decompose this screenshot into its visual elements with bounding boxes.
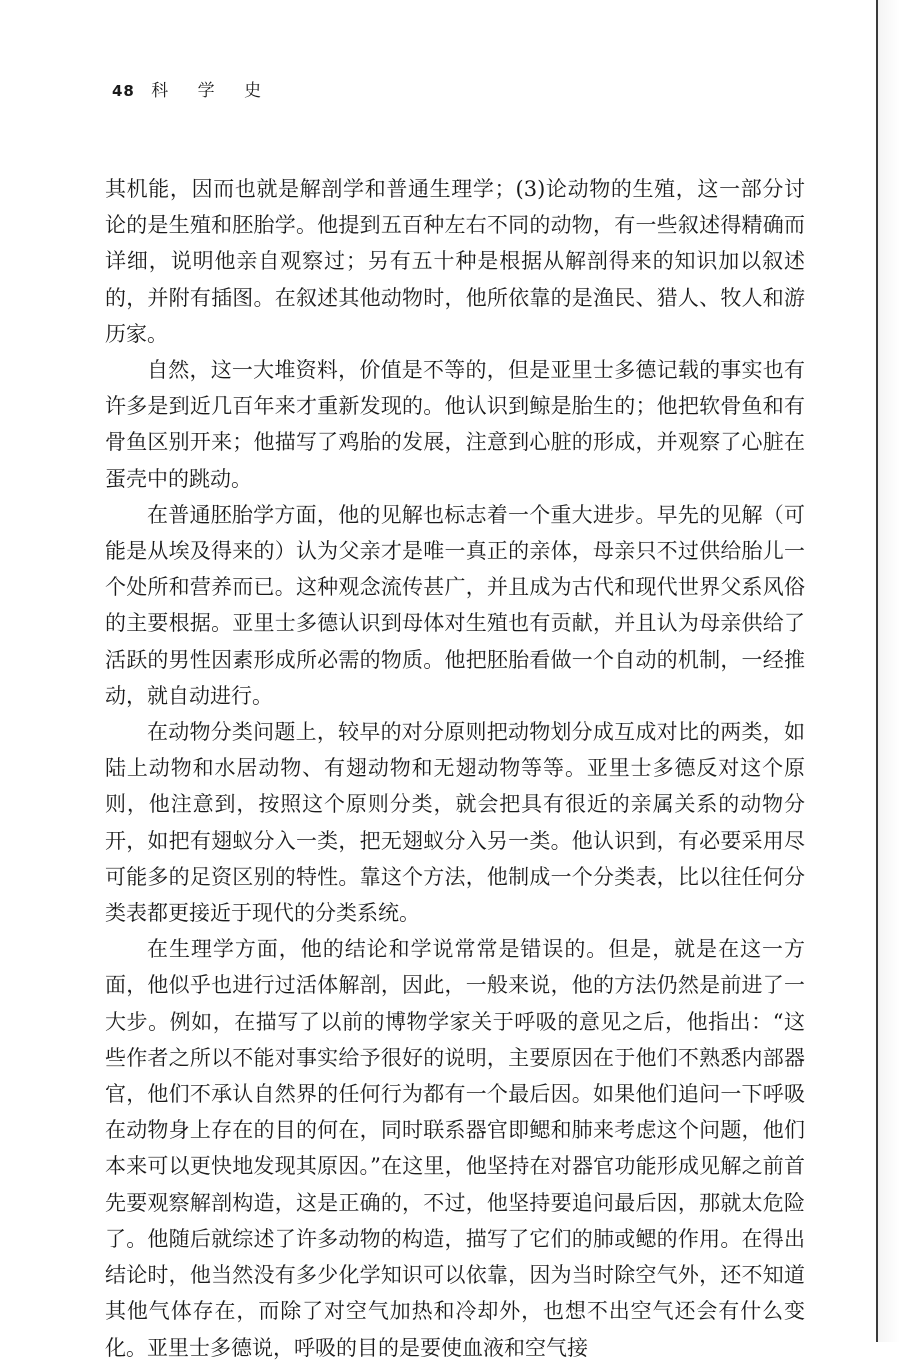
paragraph: 其机能，因而也就是解剖学和普通生理学；(3)论动物的生殖，这一部分讨论的是生殖和胚胎学。他提到五百种左右不同的动物，有一些叙述得精确而详细，说明他亲自观察过；另有五十种是根据从解剖得来的知识加以叙述的，并附有插图。在叙述其他动物时，他所依靠的是渔民、猎人、牧人和游历家。 <box>105 177 805 346</box>
paragraph: 在生理学方面，他的结论和学说常常是错误的。但是，就是在这一方面，他似乎也进行过活体解剖，因此，一般来说，他的方法仍然是前进了一大步。例如，在描写了以前的博物学家关于呼吸的意见之后，他指出：“这些作者之所以不能对事实给予很好的说明，主要原因在于他们不熟悉内部器官，他们不承认自然界的任何行为都有一个最后因。如果他们追问一下呼吸在动物身上存在的目的何在，同时联系器官即鳃和肺来考虑这个问题，他们本来可以更快地发现其原因。”在这里，他坚持在对器官功能形成见解之前首先要观察解剖构造，这是正确的，不过，他坚持要追问最后因，那就太危险了。他随后就综述了许多动物的构造，描写了它们的肺或鳃的作用。在得出结论时，他当然没有多少化学知识可以依靠，因为当时除空气外，还不知道其他气体存在，而除了对空气加热和冷却外，也想不出空气还会有什么变化。亚里士多德说，呼吸的目的是要使血液和空气接 <box>105 937 805 1360</box>
paragraph: 自然，这一大堆资料，价值是不等的，但是亚里士多德记载的事实也有许多是到近几百年来才重新发现的。他认识到鲸是胎生的；他把软骨鱼和有骨鱼区别开来；他描写了鸡胎的发展，注意到心脏的形成，并观察了心脏在蛋壳中的跳动。 <box>105 358 805 491</box>
page-edge-line <box>876 0 878 1342</box>
running-head <box>112 76 273 101</box>
body-text <box>105 171 805 1366</box>
page-edge-shadow <box>878 0 900 1342</box>
book-title: 科 学 史 <box>151 81 274 101</box>
page-number: 48 <box>112 82 135 100</box>
paragraph: 在普通胚胎学方面，他的见解也标志着一个重大进步。早先的见解（可能是从埃及得来的）认为父亲才是唯一真正的亲体，母亲只不过供给胎儿一个处所和营养而已。这种观念流传甚广，并且成为古代和现代世界父系风俗的主要根据。亚里士多德认识到母体对生殖也有贡献，并且认为母亲供给了活跃的男性因素形成所必需的物质。他把胚胎看做一个自动的机制，一经推动，就自动进行。 <box>105 502 805 708</box>
paragraph: 在动物分类问题上，较早的对分原则把动物划分成互成对比的两类，如陆上动物和水居动物、有翅动物和无翅动物等等。亚里士多德反对这个原则，他注意到，按照这个原则分类，就会把具有很近的亲属关系的动物分开，如把有翅蚁分入一类，把无翅蚁分入另一类。他认识到，有必要采用尽可能多的足资区别的特性。靠这个方法，他制成一个分类表，比以往任何分类表都更接近于现代的分类系统。 <box>105 720 805 926</box>
